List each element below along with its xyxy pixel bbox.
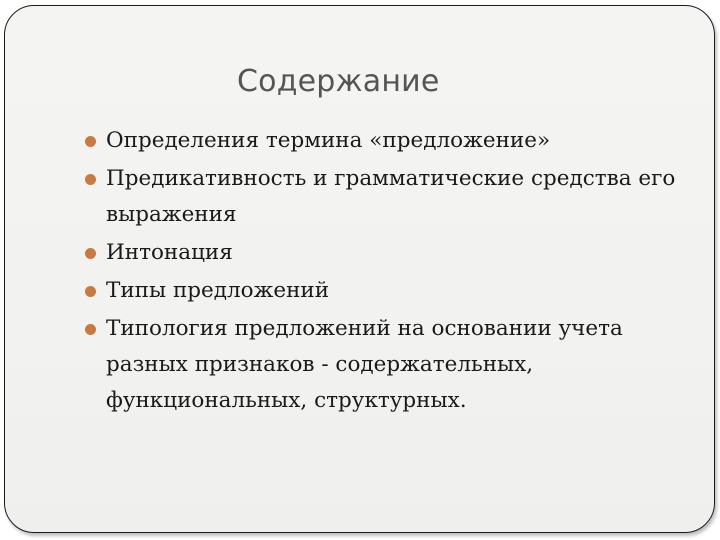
list-item-text: Определения термина «предложение» [106, 128, 551, 153]
list-item [85, 161, 685, 233]
list-item [85, 311, 685, 419]
list-item [85, 273, 685, 309]
content-list [85, 123, 685, 421]
slide-title: Содержание [237, 64, 440, 99]
slide-frame [4, 5, 715, 533]
bullet-dot-icon [85, 324, 96, 335]
list-item-text: Предикативность и грамматические средства его выражения [106, 166, 676, 227]
list-item [85, 235, 685, 271]
list-item-text: Интонация [106, 240, 233, 265]
bullet-dot-icon [85, 174, 96, 185]
bullet-dot-icon [85, 248, 96, 259]
list-item-text: Типология предложений на основании учета разных признаков - содержательных, функциональных, структурных. [106, 316, 623, 413]
bullet-dot-icon [85, 286, 96, 297]
list-item-text: Типы предложений [106, 278, 330, 303]
bullet-dot-icon [85, 136, 96, 147]
list-item [85, 123, 685, 159]
